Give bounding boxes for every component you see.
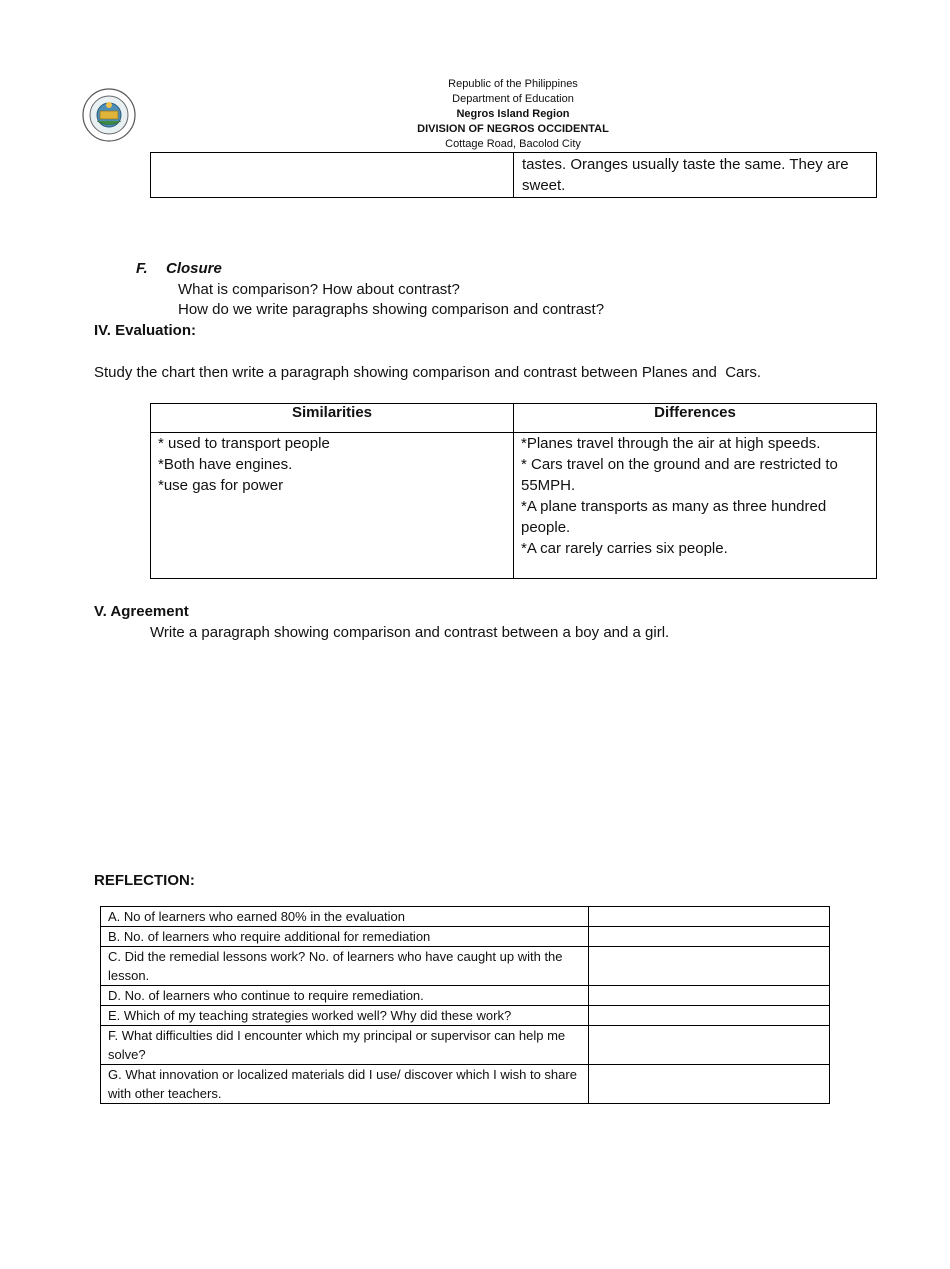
agreement-text: Write a paragraph showing comparison and contrast between a boy and a girl. bbox=[150, 624, 670, 641]
header-region: Negros Island Region bbox=[456, 108, 570, 120]
similarity-item: * used to transport people bbox=[158, 435, 330, 452]
reflection-answer-cell bbox=[589, 986, 830, 1006]
reflection-question: G. What innovation or localized materials did I use/ discover which I wish to share with other teachers. bbox=[101, 1065, 589, 1104]
table-row bbox=[101, 947, 830, 986]
reflection-answer-cell bbox=[589, 1065, 830, 1104]
continued-table bbox=[150, 152, 877, 198]
header-division: DIVISION OF NEGROS OCCIDENTAL bbox=[417, 123, 609, 135]
table-row bbox=[101, 986, 830, 1006]
differences-cell bbox=[514, 433, 877, 579]
closure-heading bbox=[136, 258, 222, 279]
table-row bbox=[101, 1026, 830, 1065]
division-seal-logo bbox=[82, 88, 136, 142]
reflection-heading: REFLECTION: bbox=[94, 872, 195, 889]
difference-item: *Planes travel through the air at high speeds. bbox=[521, 435, 821, 452]
reflection-answer-cell bbox=[589, 947, 830, 986]
closure-title: Closure bbox=[166, 260, 222, 277]
table-row bbox=[101, 1065, 830, 1104]
closure-question-2: How do we write paragraphs showing comparison and contrast? bbox=[178, 301, 605, 318]
continued-table-left-cell bbox=[151, 153, 514, 198]
difference-item: *A car rarely carries six people. bbox=[521, 540, 728, 557]
continued-table-right-cell: tastes. Oranges usually taste the same. They are sweet. bbox=[514, 153, 877, 198]
differences-header: Differences bbox=[514, 404, 877, 433]
table-row bbox=[101, 927, 830, 947]
header-department: Department of Education bbox=[452, 93, 574, 105]
reflection-answer-cell bbox=[589, 927, 830, 947]
agreement-heading: V. Agreement bbox=[94, 603, 189, 620]
difference-item: * Cars travel on the ground and are restricted to 55MPH. bbox=[521, 456, 838, 494]
reflection-answer-cell bbox=[589, 907, 830, 927]
similarities-cell bbox=[151, 433, 514, 579]
reflection-question: E. Which of my teaching strategies worked well? Why did these work? bbox=[101, 1006, 589, 1026]
table-row bbox=[101, 907, 830, 927]
reflection-question: C. Did the remedial lessons work? No. of learners who have caught up with the lesson. bbox=[101, 947, 589, 986]
reflection-question: B. No. of learners who require additional for remediation bbox=[101, 927, 589, 947]
reflection-answer-cell bbox=[589, 1006, 830, 1026]
difference-item: *A plane transports as many as three hundred people. bbox=[521, 498, 827, 536]
similarity-item: *Both have engines. bbox=[158, 456, 293, 473]
header-address: Cottage Road, Bacolod City bbox=[445, 138, 581, 150]
reflection-question: D. No. of learners who continue to require remediation. bbox=[101, 986, 589, 1006]
reflection-question: F. What difficulties did I encounter which my principal or supervisor can help me solve? bbox=[101, 1026, 589, 1065]
reflection-answer-cell bbox=[589, 1026, 830, 1065]
comparison-chart-table bbox=[150, 403, 877, 579]
reflection-table bbox=[100, 906, 830, 1104]
closure-question-1: What is comparison? How about contrast? bbox=[178, 281, 460, 298]
header-republic: Republic of the Philippines bbox=[448, 78, 578, 90]
closure-label: F. bbox=[136, 260, 148, 277]
evaluation-heading: IV. Evaluation: bbox=[94, 322, 196, 339]
reflection-question: A. No of learners who earned 80% in the evaluation bbox=[101, 907, 589, 927]
similarities-header: Similarities bbox=[151, 404, 514, 433]
evaluation-instruction: Study the chart then write a paragraph showing comparison and contrast between Planes and Cars. bbox=[94, 364, 762, 381]
similarity-item: *use gas for power bbox=[158, 477, 284, 494]
table-row bbox=[101, 1006, 830, 1026]
